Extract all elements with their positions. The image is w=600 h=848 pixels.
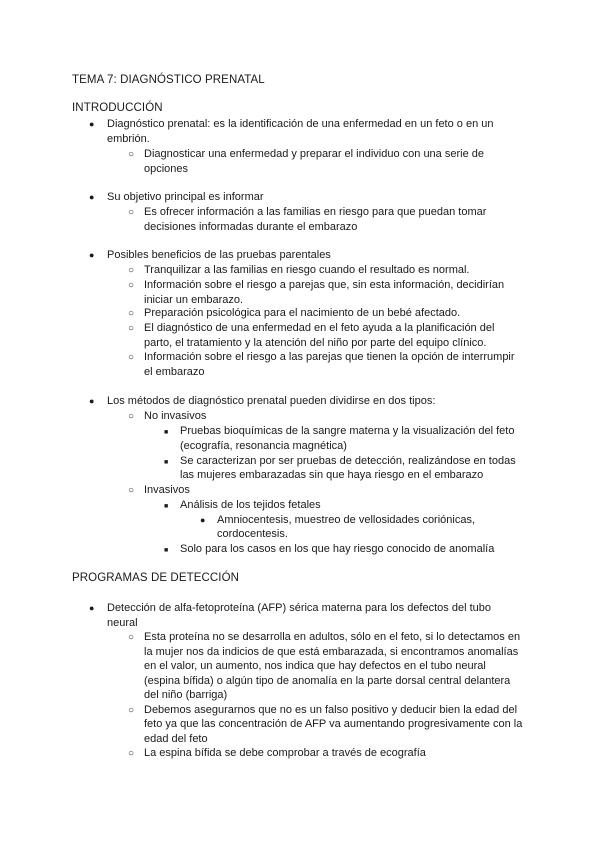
list-item: las mujeres embarazadas sin que haya riesgo en el embarazo bbox=[180, 469, 484, 481]
list-item: parto, el tratamiento y la atención del niño por parte del equipo clínico. bbox=[144, 337, 487, 349]
list-item: neural bbox=[107, 617, 138, 629]
bullet-hollow: ○ bbox=[128, 308, 135, 319]
list-item: Se caracterizan por ser pruebas de detección, realizándose en todas bbox=[180, 455, 516, 467]
bullet-filled: ● bbox=[89, 396, 95, 406]
list-item: Solo para los casos en los que hay riesgo conocido de anomalía bbox=[180, 543, 495, 555]
list-item: cordocentesis. bbox=[217, 528, 288, 540]
bullet-square: ■ bbox=[164, 459, 169, 466]
list-item: Tranquilizar a las familias en riesgo cuando el resultado es normal. bbox=[144, 264, 470, 276]
bullet-hollow: ○ bbox=[128, 748, 135, 759]
list-item: Debemos asegurarnos que no es un falso positivo y deducir bien la edad del bbox=[144, 704, 518, 716]
section-heading-introduccion: INTRODUCCIÓN bbox=[72, 102, 163, 114]
bullet-square: ■ bbox=[164, 429, 169, 436]
list-item: opciones bbox=[144, 163, 189, 175]
list-item: Análisis de los tejidos fetales bbox=[180, 499, 321, 511]
section-heading-programas: PROGRAMAS DE DETECCIÓN bbox=[72, 572, 240, 584]
bullet-square: ■ bbox=[164, 503, 169, 510]
list-item: iniciar un embarazo. bbox=[144, 294, 244, 306]
bullet-hollow: ○ bbox=[128, 149, 135, 160]
list-item: Los métodos de diagnóstico prenatal pueden dividirse en dos tipos: bbox=[107, 395, 436, 407]
bullet-hollow: ○ bbox=[128, 265, 135, 276]
bullet-filled: ● bbox=[89, 603, 95, 613]
list-item: Diagnóstico prenatal: es la identificación de una enfermedad en un feto o en un bbox=[107, 118, 494, 130]
list-item: la mujer nos da indicios de que está embarazada, si encontramos anomalías bbox=[144, 646, 519, 658]
list-item: Pruebas bioquímicas de la sangre materna y la visualización del feto bbox=[180, 425, 515, 437]
list-item: feto ya que las concentración de AFP va aumentando progresivamente con la bbox=[144, 718, 523, 730]
list-item: Invasivos bbox=[144, 484, 190, 496]
bullet-hollow: ○ bbox=[128, 485, 135, 496]
list-item: El diagnóstico de una enfermedad en el feto ayuda a la planificación del bbox=[144, 322, 495, 334]
list-item: embrión. bbox=[107, 133, 150, 145]
page-title: TEMA 7: DIAGNÓSTICO PRENATAL bbox=[72, 74, 265, 86]
bullet-hollow: ○ bbox=[128, 705, 135, 716]
list-item: La espina bífida se debe comprobar a través de ecografía bbox=[144, 747, 426, 759]
list-item: Información sobre el riesgo a parejas que, sin esta información, decidirían bbox=[144, 279, 505, 291]
list-item: (espina bífida) o algún tipo de anomalía en la parte dorsal central delantera bbox=[144, 675, 511, 687]
list-item: el embarazo bbox=[144, 366, 205, 378]
bullet-square: ■ bbox=[164, 547, 169, 554]
list-item: Preparación psicológica para el nacimiento de un bebé afectado. bbox=[144, 307, 461, 319]
list-item: Esta proteína no se desarrolla en adultos, sólo en el feto, si lo detectamos en bbox=[144, 631, 521, 643]
bullet-hollow: ○ bbox=[128, 280, 135, 291]
bullet-hollow: ○ bbox=[128, 352, 135, 363]
bullet-filled: ● bbox=[200, 515, 206, 525]
bullet-filled: ● bbox=[89, 119, 95, 129]
bullet-hollow: ○ bbox=[128, 411, 135, 422]
list-item: decisiones informadas durante el embarazo bbox=[144, 221, 358, 233]
bullet-hollow: ○ bbox=[128, 207, 135, 218]
list-item: No invasivos bbox=[144, 410, 207, 422]
list-item: Es ofrecer información a las familias en riesgo para que puedan tomar bbox=[144, 206, 487, 218]
list-item: Diagnosticar una enfermedad y preparar el individuo con una serie de bbox=[144, 148, 484, 160]
list-item: del niño (barriga) bbox=[144, 689, 228, 701]
list-item: Detección de alfa-fetoproteína (AFP) sérica materna para los defectos del tubo bbox=[107, 602, 491, 614]
list-item: Posibles beneficios de las pruebas parentales bbox=[107, 249, 331, 261]
list-item: edad del feto bbox=[144, 733, 208, 745]
bullet-filled: ● bbox=[89, 192, 95, 202]
list-item: (ecografía, resonancia magnética) bbox=[180, 440, 347, 452]
bullet-hollow: ○ bbox=[128, 632, 135, 643]
bullet-hollow: ○ bbox=[128, 323, 135, 334]
bullet-filled: ● bbox=[89, 250, 95, 260]
list-item: Amniocentesis, muestreo de vellosidades coriónicas, bbox=[217, 514, 476, 526]
list-item: Información sobre el riesgo a las parejas que tienen la opción de interrumpir bbox=[144, 351, 515, 363]
list-item: Su objetivo principal es informar bbox=[107, 191, 264, 203]
list-item: en el valor, un aumento, nos indica que hay defectos en el tubo neural bbox=[144, 660, 486, 672]
